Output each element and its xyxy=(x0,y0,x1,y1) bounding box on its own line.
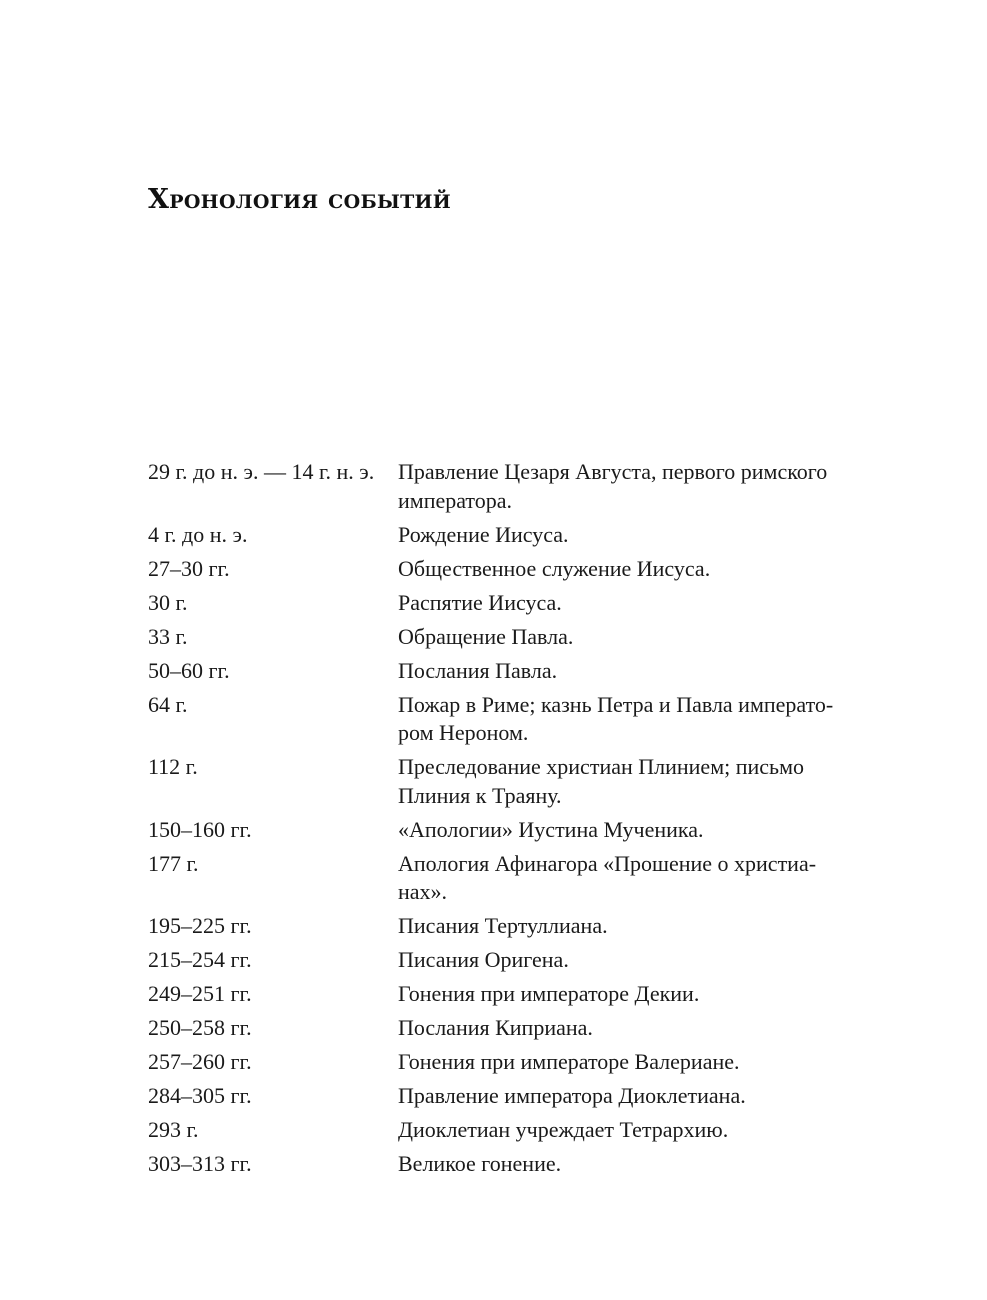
chronology-date: 195–225 гг. xyxy=(148,913,252,938)
chronology-row xyxy=(148,1048,880,1077)
chronology-event: Послания Киприана. xyxy=(398,1015,593,1040)
chronology-row xyxy=(148,980,880,1009)
chronology-date: 33 г. xyxy=(148,623,188,649)
chronology-event: Апология Афинагора «Прошение о христиа- нах». xyxy=(398,850,817,904)
chronology-date: 284–305 гг. xyxy=(148,1083,252,1108)
chronology-date: 4 г. до н. э. xyxy=(148,521,248,547)
chronology-table xyxy=(148,458,880,1184)
chronology-date: 303–313 гг. xyxy=(148,1151,252,1176)
chronology-event: Общественное служение Иисуса. xyxy=(398,555,711,581)
chronology-row xyxy=(148,589,880,618)
chronology-date: 150–160 гг. xyxy=(148,816,252,842)
chronology-date: 29 г. до н. э. — 14 г. н. э. xyxy=(148,459,375,484)
chronology-date: 64 г. xyxy=(148,691,188,717)
page-title: Хронология событий xyxy=(148,184,452,215)
chronology-row xyxy=(148,1116,880,1145)
chronology-date: 249–251 гг. xyxy=(148,981,252,1006)
chronology-row xyxy=(148,521,880,550)
chronology-row xyxy=(148,555,880,584)
chronology-date: 30 г. xyxy=(148,589,188,615)
chronology-event: «Апологии» Иустина Мученика. xyxy=(398,816,704,842)
chronology-row xyxy=(148,691,880,748)
chronology-event: Правление императора Диоклетиана. xyxy=(398,1083,746,1108)
chronology-event: Правление Цезаря Августа, первого римского императора. xyxy=(398,459,828,513)
chronology-row xyxy=(148,816,880,845)
chronology-event: Рождение Иисуса. xyxy=(398,521,569,547)
chronology-date: 293 г. xyxy=(148,1117,199,1142)
chronology-event: Распятие Иисуса. xyxy=(398,589,562,615)
chronology-row xyxy=(148,946,880,975)
chronology-row xyxy=(148,753,880,810)
chronology-date: 50–60 гг. xyxy=(148,657,230,683)
chronology-date: 177 г. xyxy=(148,850,199,876)
chronology-row xyxy=(148,912,880,941)
chronology-row xyxy=(148,657,880,686)
chronology-event: Пожар в Риме; казнь Петра и Павла императо- ром Нероном. xyxy=(398,691,834,745)
chronology-date: 112 г. xyxy=(148,754,198,779)
chronology-event: Преследование христиан Плинием; письмо Плиния к Траяну. xyxy=(398,754,805,808)
chronology-row xyxy=(148,1150,880,1179)
chronology-row xyxy=(148,1014,880,1043)
chronology-event: Гонения при императоре Валериане. xyxy=(398,1049,740,1074)
chronology-row xyxy=(148,623,880,652)
chronology-row xyxy=(148,458,880,515)
chronology-event: Гонения при императоре Декии. xyxy=(398,981,700,1006)
chronology-event: Послания Павла. xyxy=(398,657,558,683)
chronology-date: 27–30 гг. xyxy=(148,555,230,581)
chronology-date: 215–254 гг. xyxy=(148,947,252,972)
chronology-event: Диоклетиан учреждает Тетрархию. xyxy=(398,1117,729,1142)
chronology-date: 250–258 гг. xyxy=(148,1015,252,1040)
chronology-event: Великое гонение. xyxy=(398,1151,562,1176)
chronology-row xyxy=(148,850,880,907)
chronology-date: 257–260 гг. xyxy=(148,1049,252,1074)
chronology-event: Обращение Павла. xyxy=(398,623,574,649)
chronology-row xyxy=(148,1082,880,1111)
chronology-event: Писания Тертуллиана. xyxy=(398,913,608,938)
chronology-event: Писания Оригена. xyxy=(398,947,569,972)
